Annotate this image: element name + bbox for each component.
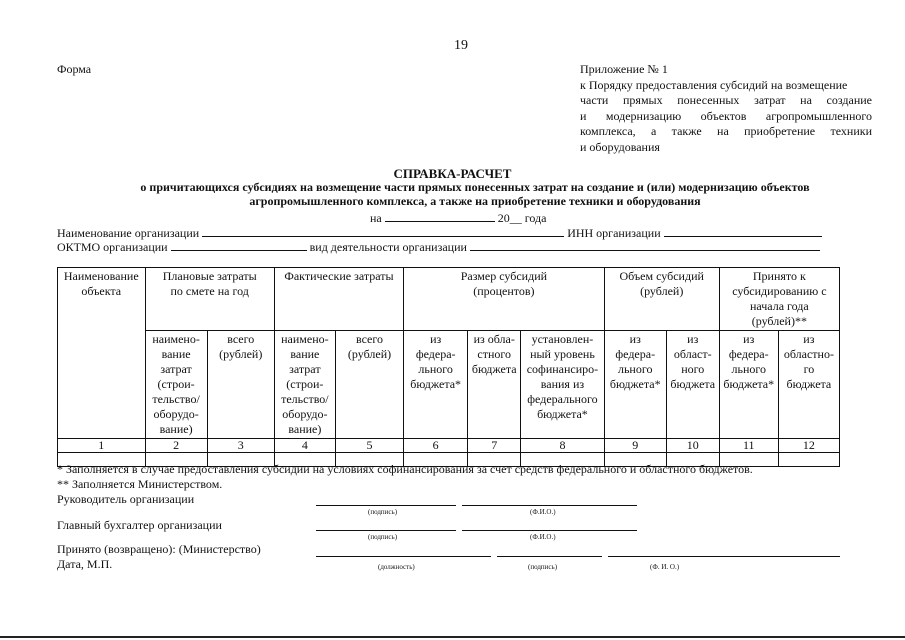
column-number: 6 [404, 439, 468, 453]
column-number: 8 [521, 439, 605, 453]
column-number: 1 [58, 439, 146, 453]
accepted-label: Принято (возвращено): (Министерство) [57, 542, 261, 556]
date-row [370, 210, 546, 226]
subheader-actual-total: всего (рублей) [335, 331, 403, 439]
column-number: 11 [719, 439, 778, 453]
accepted-fio-line[interactable] [608, 556, 840, 557]
caption-fio: (Ф.И.О.) [530, 533, 556, 541]
appendix-line: и модернизацию объектов агропромышленного [580, 108, 872, 123]
caption-fio: (Ф. И. О.) [650, 563, 680, 571]
accountant-signature-label: Главный бухгалтер организации [57, 518, 222, 532]
column-number: 5 [335, 439, 403, 453]
subheader-actual-name: наимено- вание затрат (строи- тельство/ оборудо- вание) [274, 331, 335, 439]
header-subsidy-rate: Размер субсидий (процентов) [404, 268, 605, 331]
column-number: 12 [778, 439, 839, 453]
accepted-signature-line[interactable] [497, 556, 602, 557]
subsidy-table [57, 267, 840, 467]
column-number: 2 [145, 439, 207, 453]
inn-field[interactable] [664, 225, 822, 237]
subheader-rate-regional: из обла- стного бюджета [468, 331, 521, 439]
appendix-block [580, 62, 872, 155]
oktmo-label: ОКТМО организации [57, 240, 168, 254]
caption-signature: (подпись) [528, 563, 558, 571]
inn-label: ИНН организации [567, 226, 661, 240]
accountant-fio-line[interactable] [462, 530, 637, 531]
head-signature-line[interactable] [316, 505, 456, 506]
header-actual-costs: Фактические затраты [274, 268, 403, 331]
accountant-signature-line[interactable] [316, 530, 456, 531]
footnote-ministry: ** Заполняется Министерством. [57, 477, 223, 491]
document-title: СПРАВКА-РАСЧЕТ [393, 166, 512, 181]
scan-bottom-edge [0, 636, 905, 638]
subheader-rate-federal: из федера- льного бюджета* [404, 331, 468, 439]
date-prefix: на [370, 211, 382, 225]
footnote-cofinancing: * Заполняется в случае предоставления субсидии на условиях софинансирования за счет средств федерального и областного бюджетов. [57, 462, 753, 476]
subheader-planned-total: всего (рублей) [207, 331, 274, 439]
subheader-accepted-federal: из федера- льного бюджета* [719, 331, 778, 439]
table-cell[interactable] [778, 453, 839, 467]
subheader-accepted-regional: из областно- го бюджета [778, 331, 839, 439]
appendix-line: комплекса, а также на приобретение техники [580, 124, 872, 138]
subheader-volume-regional: из област- ного бюджета [666, 331, 719, 439]
page-number: 19 [454, 38, 468, 53]
appendix-line: к Порядку предоставления субсидий на возмещение [580, 77, 848, 92]
column-number: 10 [666, 439, 719, 453]
header-accepted: Принято к субсидированию с начала года (рублей)** [719, 268, 839, 331]
header-planned-costs: Плановые затраты по смете на год [145, 268, 274, 331]
caption-position: (должность) [378, 563, 415, 571]
document-subtitle [60, 180, 890, 208]
appendix-line: части прямых понесенных затрат на создание [580, 93, 872, 107]
subtitle-line: агропромышленного комплекса, а также на приобретение техники и оборудования [249, 194, 701, 208]
header-subsidy-volume: Объем субсидий (рублей) [604, 268, 719, 331]
column-number: 4 [274, 439, 335, 453]
date-stamp-label: Дата, М.П. [57, 557, 113, 571]
oktmo-field[interactable] [171, 239, 307, 251]
caption-signature: (подпись) [368, 508, 398, 516]
subheader-rate-cofinancing: установлен- ный уровень софинансиро- вания из федерального бюджета* [521, 331, 605, 439]
column-number: 7 [468, 439, 521, 453]
activity-label: вид деятельности организации [309, 240, 467, 254]
subtitle-line: о причитающихся субсидиях на возмещение части прямых понесенных затрат на создание и (или) модернизацию объектов [140, 180, 810, 194]
caption-signature: (подпись) [368, 533, 398, 541]
date-year: 20__ года [497, 211, 547, 225]
caption-fio: (Ф.И.О.) [530, 508, 556, 516]
subheader-volume-federal: из федера- льного бюджета* [604, 331, 666, 439]
appendix-title: Приложение № 1 [580, 62, 668, 76]
subheader-planned-name: наимено- вание затрат (строи- тельство/ оборудо- вание) [145, 331, 207, 439]
oktmo-row [57, 239, 820, 255]
column-number: 9 [604, 439, 666, 453]
header-object-name: Наименование объекта [58, 268, 146, 439]
appendix-line: и оборудования [580, 139, 660, 154]
head-signature-label: Руководитель организации [57, 492, 195, 506]
date-day-field[interactable] [385, 210, 495, 222]
org-name-field[interactable] [202, 225, 564, 237]
form-label: Форма [57, 62, 92, 76]
column-number: 3 [207, 439, 274, 453]
head-fio-line[interactable] [462, 505, 637, 506]
position-line[interactable] [316, 556, 491, 557]
activity-field[interactable] [470, 239, 820, 251]
org-name-label: Наименование организации [57, 226, 200, 240]
